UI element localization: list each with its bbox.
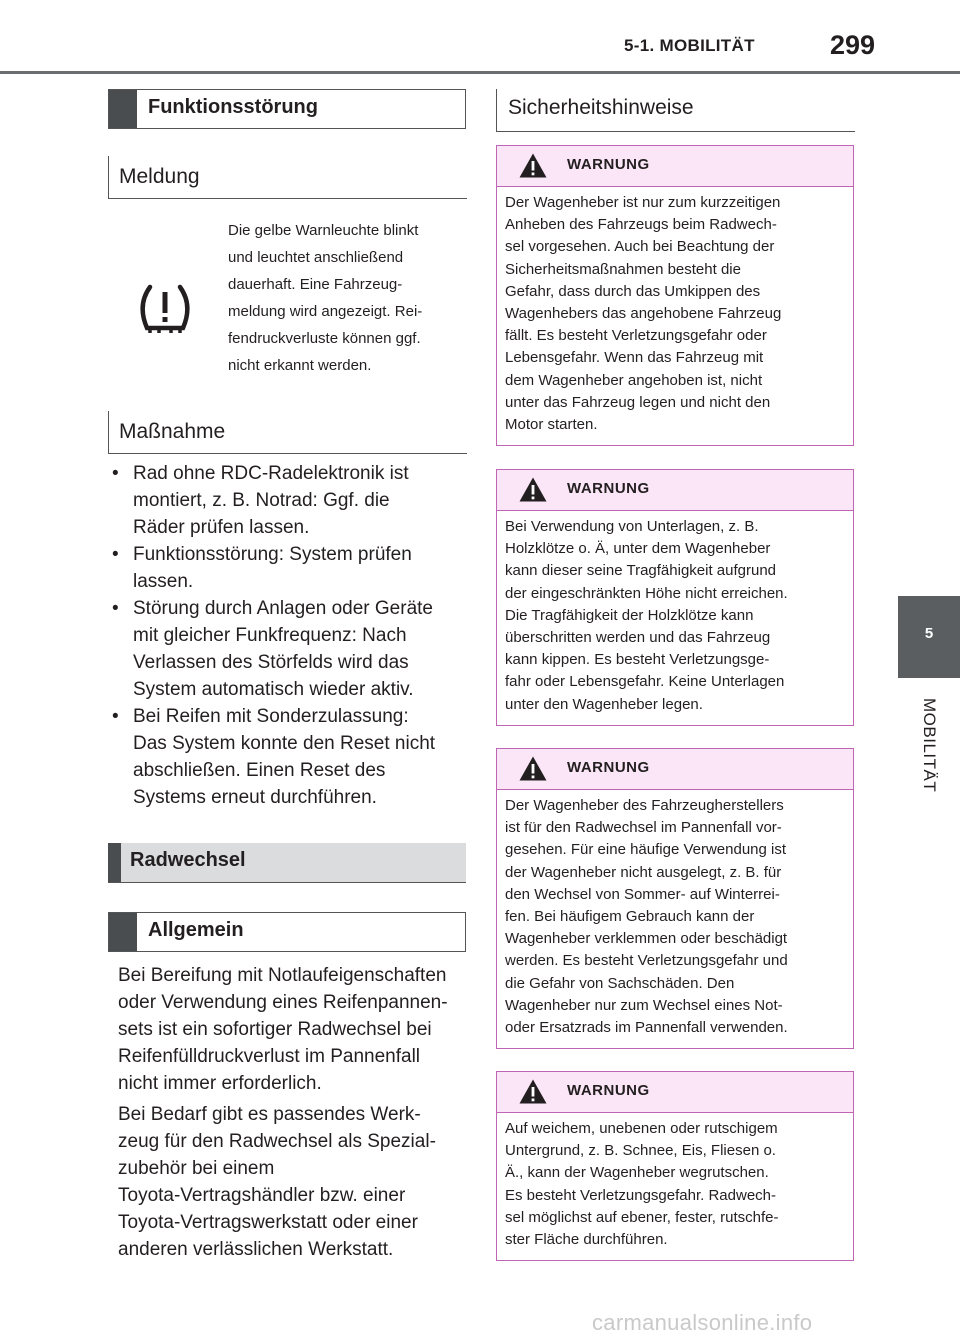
heading-fault-text: Funktionsstörung bbox=[148, 96, 318, 118]
subheading-message-text: Meldung bbox=[119, 165, 200, 188]
warning-line: sel vorgesehen. Auch bei Beachtung der bbox=[505, 238, 775, 256]
warning-box-2 bbox=[496, 469, 854, 726]
paragraph-line: Reifenfülldruckverlust im Pannenfall bbox=[118, 1046, 421, 1067]
warning-line: Die Tragfähigkeit der Holzklötze kann bbox=[505, 606, 754, 624]
warning-label: WARNUNG bbox=[567, 156, 650, 173]
warning-header bbox=[497, 470, 853, 511]
warning-line: werden. Es besteht Verletzungsgefahr und bbox=[505, 952, 788, 970]
list-line: Funktionsstörung: System prüfen bbox=[133, 544, 412, 565]
list-line: System automatisch wieder aktiv. bbox=[133, 679, 414, 700]
running-header-section: 5-1. MOBILITÄT bbox=[624, 36, 755, 55]
warning-line: unter das Fahrzeug legen und nicht den bbox=[505, 393, 771, 411]
heading-wheel-change bbox=[108, 843, 466, 883]
paragraph-run-flat bbox=[118, 962, 466, 1097]
safety-notes-heading-text: Sicherheitshinweise bbox=[508, 96, 694, 119]
paragraph-line: Toyota-Vertragshändler bzw. einer bbox=[118, 1185, 406, 1206]
paragraph-line: Bei Bedarf gibt es passendes Werk- bbox=[118, 1104, 421, 1125]
list-line: mit gleicher Funkfrequenz: Nach bbox=[133, 625, 407, 646]
heading-general-text: Allgemein bbox=[148, 919, 244, 941]
chapter-label: MOBILITÄT bbox=[920, 698, 939, 793]
warning-label: WARNUNG bbox=[567, 480, 650, 497]
warning-line: fen. Bei häufigem Gebrauch kann der bbox=[505, 908, 755, 926]
heading-general bbox=[108, 912, 466, 952]
message-line: dauerhaft. Eine Fahrzeug- bbox=[228, 276, 403, 293]
warning-box-1 bbox=[496, 145, 854, 446]
list-line: montiert, z. B. Notrad: Ggf. die bbox=[133, 490, 390, 511]
chapter-tab-label-area bbox=[898, 678, 960, 850]
warning-line: Holzklötze o. Ä, unter dem Wagenheber bbox=[505, 540, 771, 558]
warning-line: der Wagenheber nicht ausgelegt, z. B. für bbox=[505, 863, 782, 881]
paragraph-line: zeug für den Radwechsel als Spezial- bbox=[118, 1131, 436, 1152]
subheading-message bbox=[108, 156, 467, 199]
warning-line: Anheben des Fahrzeugs beim Radwech- bbox=[505, 216, 777, 234]
warning-line: Es besteht Verletzungsgefahr. Radwech- bbox=[505, 1186, 776, 1204]
warning-line: den Wechsel von Sommer- auf Winterrei- bbox=[505, 885, 780, 903]
list-line: Bei Reifen mit Sonderzulassung: bbox=[133, 706, 409, 727]
warning-line: gesehen. Für eine häufige Verwendung ist bbox=[505, 841, 787, 859]
paragraph-line: zubehör bei einem bbox=[118, 1158, 275, 1179]
warning-header bbox=[497, 146, 853, 187]
warning-label: WARNUNG bbox=[567, 759, 650, 776]
paragraph-line: nicht immer erforderlich. bbox=[118, 1073, 322, 1094]
warning-line: oder Ersatzrads im Pannenfall verwenden. bbox=[505, 1019, 788, 1037]
warning-line: kann dieser seine Tragfähigkeit aufgrund bbox=[505, 562, 777, 580]
list-line: Verlassen des Störfelds wird das bbox=[133, 652, 409, 673]
message-description bbox=[228, 217, 466, 379]
heading-bar bbox=[109, 913, 137, 951]
warning-line: fällt. Es besteht Verletzungsgefahr oder bbox=[505, 327, 767, 345]
warning-text bbox=[497, 511, 853, 725]
warning-line: Sicherheitsmaßnahmen besteht die bbox=[505, 260, 741, 278]
warning-line: Wagenheber nur zum Wechsel eines Not- bbox=[505, 996, 783, 1014]
paragraph-line: Toyota-Vertragswerkstatt oder einer bbox=[118, 1212, 418, 1233]
warning-line: unter den Wagenheber legen. bbox=[505, 695, 703, 713]
watermark: carmanualsonline.info bbox=[592, 1310, 813, 1335]
warning-text bbox=[497, 1113, 853, 1260]
list-line: Das System konnte den Reset nicht bbox=[133, 733, 436, 754]
list-line: lassen. bbox=[133, 571, 194, 592]
list-item bbox=[112, 703, 464, 811]
paragraph-line: Bei Bereifung mit Notlaufeigenschaften bbox=[118, 965, 447, 986]
warning-line: kann kippen. Es besteht Verletzungsge- bbox=[505, 651, 770, 669]
list-item bbox=[112, 595, 464, 703]
heading-fault bbox=[108, 89, 466, 129]
subheading-action-text: Maßnahme bbox=[119, 420, 226, 443]
warning-box-4 bbox=[496, 1071, 854, 1261]
warning-line: Bei Verwendung von Unterlagen, z. B. bbox=[505, 518, 759, 535]
warning-line: der eingeschränkten Höhe nicht erreichen. bbox=[505, 584, 788, 602]
list-line: Räder prüfen lassen. bbox=[133, 517, 310, 538]
subheading-action bbox=[108, 411, 467, 454]
message-line: nicht erkannt werden. bbox=[228, 357, 372, 374]
header-rule bbox=[0, 71, 960, 74]
paragraph-line: oder Verwendung eines Reifenpannen- bbox=[118, 992, 448, 1013]
warning-line: Wagenheber verklemmen oder beschädigt bbox=[505, 930, 788, 948]
message-line: meldung wird angezeigt. Rei- bbox=[228, 303, 423, 320]
warning-line: Wagenhebers das angehobene Fahrzeug bbox=[505, 305, 782, 323]
warning-line: Auf weichem, unebenen oder rutschigem bbox=[505, 1120, 778, 1137]
warning-line: dem Wagenheber angehoben ist, nicht bbox=[505, 371, 763, 389]
list-line: Störung durch Anlagen oder Geräte bbox=[133, 598, 433, 619]
bullet: • bbox=[112, 598, 119, 619]
warning-header bbox=[497, 749, 853, 790]
bullet: • bbox=[112, 463, 119, 484]
warning-header bbox=[497, 1072, 853, 1113]
action-list bbox=[112, 460, 464, 811]
paragraph-line: anderen verlässlichen Werkstatt. bbox=[118, 1239, 394, 1260]
warning-line: überschritten werden und das Fahrzeug bbox=[505, 629, 771, 647]
chapter-tab bbox=[898, 596, 960, 678]
heading-bar bbox=[109, 90, 137, 128]
bullet: • bbox=[112, 706, 119, 727]
message-line: Die gelbe Warnleuchte blinkt bbox=[228, 222, 419, 239]
warning-label: WARNUNG bbox=[567, 1082, 650, 1099]
warning-box-3 bbox=[496, 748, 854, 1049]
warning-line: Lebensgefahr. Wenn das Fahrzeug mit bbox=[505, 349, 764, 367]
warning-line: ster Fläche durchführen. bbox=[505, 1231, 668, 1249]
warning-line: sel möglichst auf ebener, fester, rutschfe- bbox=[505, 1208, 779, 1226]
warning-line: Untergrund, z. B. Schnee, Eis, Fliesen o. bbox=[505, 1142, 776, 1160]
warning-line: die Gefahr von Sachschäden. Den bbox=[505, 974, 735, 992]
warning-triangle-icon bbox=[518, 1078, 548, 1105]
list-line: Systems erneut durchführen. bbox=[133, 787, 377, 808]
warning-line: Der Wagenheber des Fahrzeugherstellers bbox=[505, 797, 784, 814]
list-item bbox=[112, 460, 464, 541]
message-line: und leuchtet anschließend bbox=[228, 249, 404, 266]
heading-bar bbox=[108, 843, 121, 882]
tire-pressure-warning-icon bbox=[136, 283, 194, 335]
warning-text bbox=[497, 790, 853, 1048]
warning-triangle-icon bbox=[518, 152, 548, 179]
paragraph-tools bbox=[118, 1101, 466, 1263]
list-line: abschließen. Einen Reset des bbox=[133, 760, 386, 781]
list-line: Rad ohne RDC-Radelektronik ist bbox=[133, 463, 409, 484]
heading-wheel-change-text: Radwechsel bbox=[130, 849, 246, 871]
warning-text bbox=[497, 187, 853, 445]
warning-line: Ä., kann der Wagenheber wegrutschen. bbox=[505, 1164, 769, 1182]
warning-line: Motor starten. bbox=[505, 416, 598, 434]
list-item bbox=[112, 541, 464, 595]
chapter-number: 5 bbox=[924, 625, 934, 642]
warning-line: Der Wagenheber ist nur zum kurzzeitigen bbox=[505, 194, 781, 211]
warning-line: fahr oder Lebensgefahr. Keine Unterlagen bbox=[505, 673, 785, 691]
warning-line: ist für den Radwechsel im Pannenfall vor- bbox=[505, 819, 782, 837]
page-number: 299 bbox=[830, 30, 876, 60]
paragraph-line: sets ist ein sofortiger Radwechsel bei bbox=[118, 1019, 432, 1040]
warning-triangle-icon bbox=[518, 755, 548, 782]
message-line: fendruckverluste können ggf. bbox=[228, 330, 421, 347]
warning-line: Gefahr, dass durch das Umkippen des bbox=[505, 282, 761, 300]
bullet: • bbox=[112, 544, 119, 565]
warning-triangle-icon bbox=[518, 476, 548, 503]
safety-notes-heading bbox=[496, 89, 855, 132]
